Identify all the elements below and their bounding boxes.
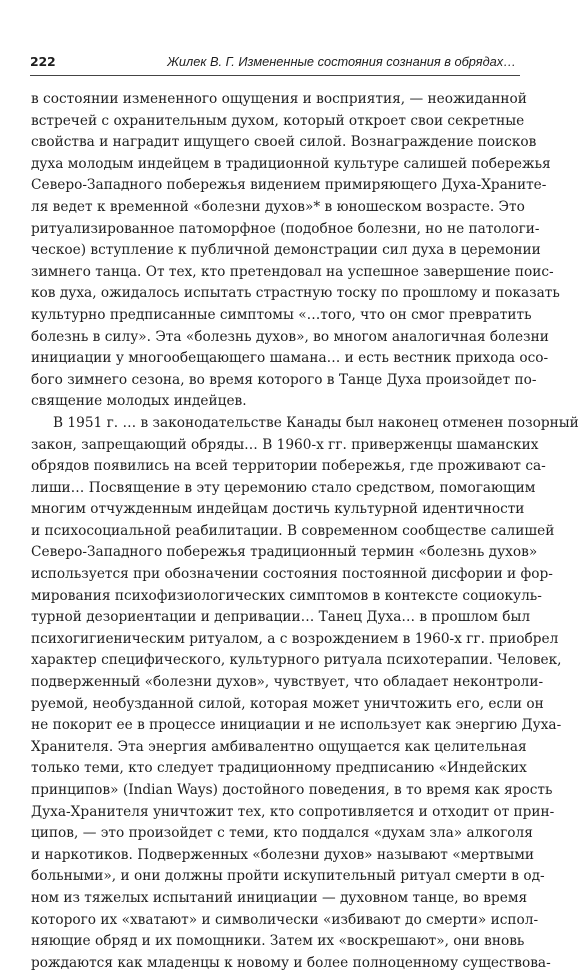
text-line: которого их «хватают» и символически «избивают до смерти» испол- [31,911,539,928]
text-line: культурно предписанные симптомы «…того, что он смог превратить [31,306,532,323]
text-line: В 1951 г. … в законодательстве Канады был наконец отменен позорный [53,414,579,431]
text-line: больными», и они должны пройти искупительный ритуал смерти в од- [31,868,545,885]
text-line: священие молодых индейцев. [31,393,247,410]
text-line: Хранителя. Эта энергия амбивалентно ощущается как целительная [31,738,527,755]
running-head: Жилек В. Г. Измененные состояния сознания в обрядах… [167,54,516,69]
text-line: турной дезориентации и депривации… Танец Духа… в прошлом был [31,609,531,626]
text-line: ков духа, ожидалось испытать страстную тоску по прошлому и показать [31,285,560,302]
text-line: бого зимнего сезона, во время которого в Танце Духа произойдет по- [31,371,537,388]
text-line: закон, запрещающий обряды… В 1960-х гг. приверженцы шаманских [31,436,539,453]
page-header [30,54,516,72]
text-line: и психосоциальной реабилитации. В современном сообществе салишей [31,522,555,539]
text-line: руемой, необузданной силой, которая может уничтожить его, если он [31,695,544,712]
text-line: принципов» (Indian Ways) достойного поведения, в то время как ярость [31,782,553,798]
text-line: свойства и наградит ищущего своей силой. Вознаграждение поисков [31,134,537,151]
text-line: рождаются как младенцы к новому и более полноценному существова- [31,954,551,971]
text-line: Северо-Западного побережья видением примиряющего Духа-Хранитe- [31,177,547,194]
text-line: Северо-Западного побережья традиционный термин «болезнь духов» [31,544,538,561]
text-line: лиши… Посвящение в эту церемонию стало средством, помогающим [31,479,536,496]
text-line: ритуализированное патоморфное (подобное болезни, но не патологи- [31,220,540,237]
text-line: не покорит ее в процессе инициации и не использует как энергию Духа- [31,717,562,734]
text-line: подверженный «болезни духов», чувствует, что обладает неконтроли- [31,674,544,691]
paragraph [31,413,579,974]
text-line: психогигиеническим ритуалом, а с возрождением в 1960-х гг. приобрел [31,630,559,647]
paragraph [31,89,560,413]
text-line: характер специфического, культурного ритуала психотерапии. Человек, [31,652,562,669]
text-line: и наркотиков. Подверженных «болезни духов» называют «мертвыми [31,846,535,863]
text-line: многим отчужденным индейцам достичь культурной идентичности [31,501,525,518]
body-text [31,89,579,974]
text-line: няющие обряд и их помощники. Затем их «воскрешают», они вновь [31,933,525,950]
text-line: зимнего танца. От тех, кто претендовал на успешное завершение поис- [31,263,554,280]
text-line: инициации у многообещающего шамана… и есть вестник прихода осо- [31,350,549,367]
text-line: ля ведет к временной «болезни духов»* в юношеском возрасте. Это [31,198,525,215]
text-line: мирования психофизиологических симптомов в контексте социокуль- [31,587,542,604]
text-line: духа молодым индейцем в традиционной культуре салишей побережья [31,155,551,172]
text-line: ческое) вступление к публичной демонстрации сил духа в церемонии [31,242,541,259]
text-line: только теми, кто следует традиционному предписанию «Индейских [31,760,527,777]
text-line: Духа-Хранителя уничтожит тех, кто сопротивляется и отходит от прин- [31,803,555,820]
text-line: используется при обозначении состояния постоянной дисфории и фор- [31,566,553,583]
text-line: в состоянии измененного ощущения и восприятия, — неожиданной [31,91,527,107]
text-line: обрядов появились на всей территории побережья, где проживают са- [31,458,546,475]
text-line: ципов, — это произойдет с теми, кто поддался «духам зла» алкоголя [31,825,533,842]
text-line: ном из тяжелых испытаний инициации — духовном танце, во время [31,889,528,906]
page-number: 222 [30,54,56,69]
text-line: болезнь в силу». Эта «болезнь духов», во многом аналогичная болезни [31,328,549,345]
header-rule [30,75,520,76]
text-line: встречей с охранительным духом, который откроет свои секретные [31,112,525,129]
